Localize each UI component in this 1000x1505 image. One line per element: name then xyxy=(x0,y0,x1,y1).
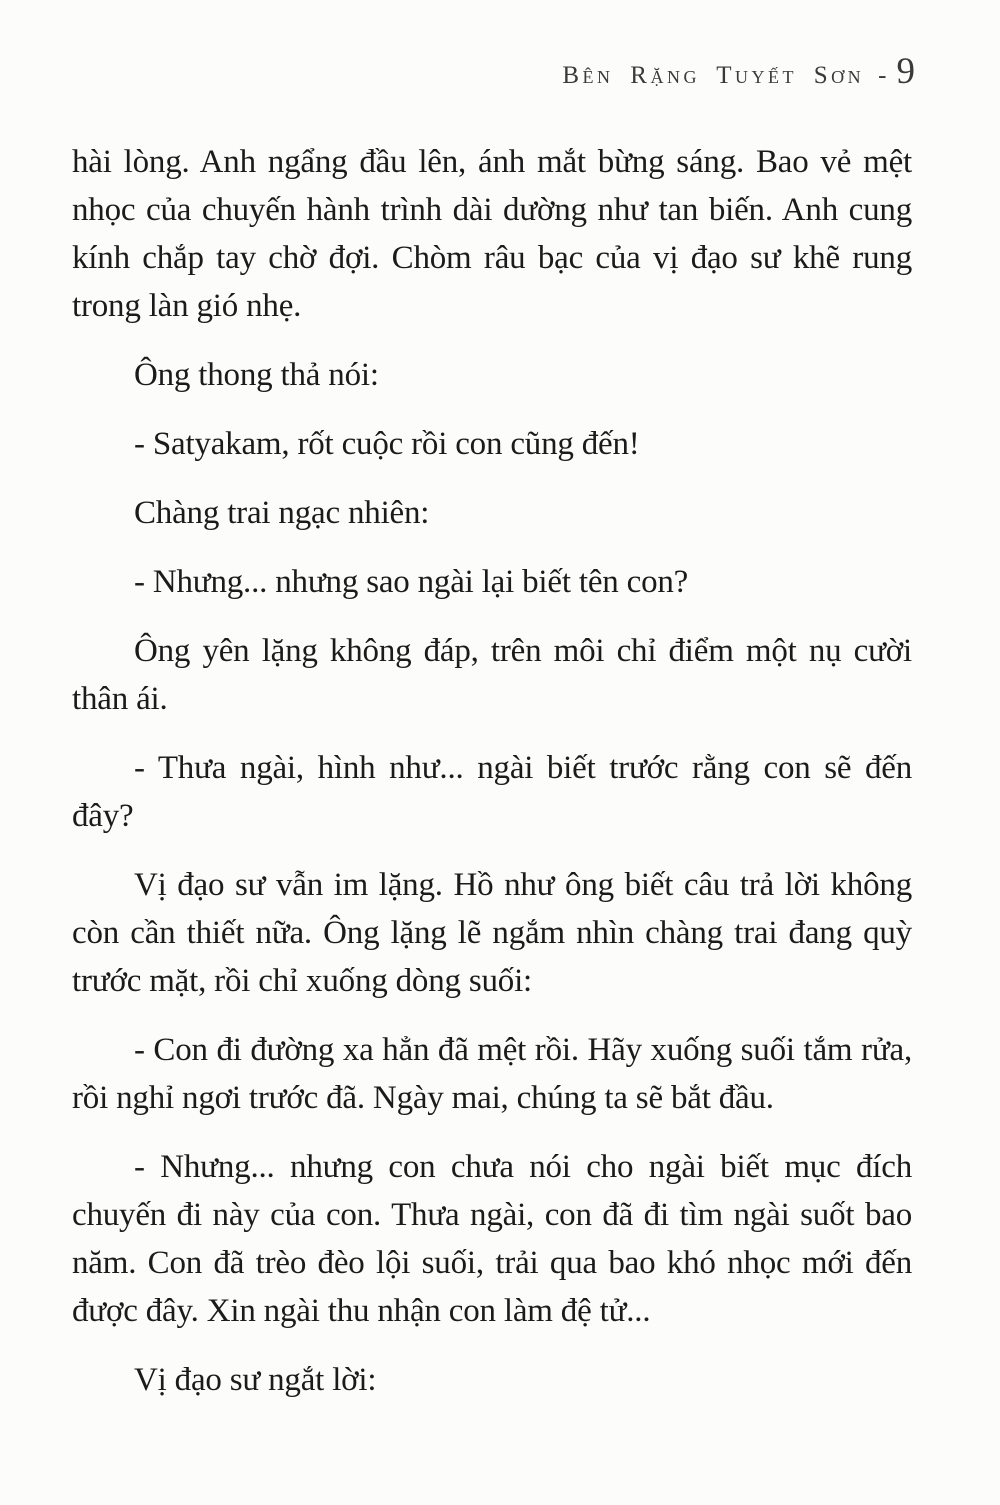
paragraph: Ông yên lặng không đáp, trên môi chỉ điểm một nụ cười thân ái. xyxy=(72,633,912,717)
paragraph-dialogue: - Nhưng... nhưng sao ngài lại biết tên con? xyxy=(134,564,689,600)
paragraph-dialogue: - Thưa ngài, hình như... ngài biết trước rằng con sẽ đến đây? xyxy=(72,750,912,834)
paragraph-dialogue: - Nhưng... nhưng con chưa nói cho ngài biết mục đích chuyến đi này của con. Thưa ngài, con đã đi tìm ngài suốt bao năm. Con đã trèo đèo lội suối, trải qua bao khó nhọc mới đến được đây. Xin ngài thu nhận con làm đệ tử... xyxy=(72,1149,912,1329)
paragraph: Vị đạo sư vẫn im lặng. Hồ như ông biết câu trả lời không còn cần thiết nữa. Ông lặng lẽ ngắm nhìn chàng trai đang quỳ trước mặt, rồi chỉ xuống dòng suối: xyxy=(72,867,912,999)
paragraph: Vị đạo sư ngắt lời: xyxy=(134,1362,377,1398)
body-text xyxy=(72,138,912,1425)
paragraph: hài lòng. Anh ngẩng đầu lên, ánh mắt bừng sáng. Bao vẻ mệt nhọc của chuyến hành trình dài dường như tan biến. Anh cung kính chắp tay chờ đợi. Chòm râu bạc của vị đạo sư khẽ rung trong làn gió nhẹ. xyxy=(72,144,912,324)
paragraph-dialogue: - Con đi đường xa hẳn đã mệt rồi. Hãy xuống suối tắm rửa, rồi nghỉ ngơi trước đã. Ngày mai, chúng ta sẽ bắt đầu. xyxy=(72,1032,912,1116)
running-header xyxy=(562,50,915,93)
paragraph-dialogue: - Satyakam, rốt cuộc rồi con cũng đến! xyxy=(134,426,640,462)
running-header-separator: - xyxy=(878,62,887,89)
page-number: 9 xyxy=(896,51,915,92)
running-header-title: Bên Rặng Tuyết Sơn xyxy=(562,62,865,89)
paragraph: Chàng trai ngạc nhiên: xyxy=(134,495,430,531)
paragraph: Ông thong thả nói: xyxy=(134,357,379,393)
